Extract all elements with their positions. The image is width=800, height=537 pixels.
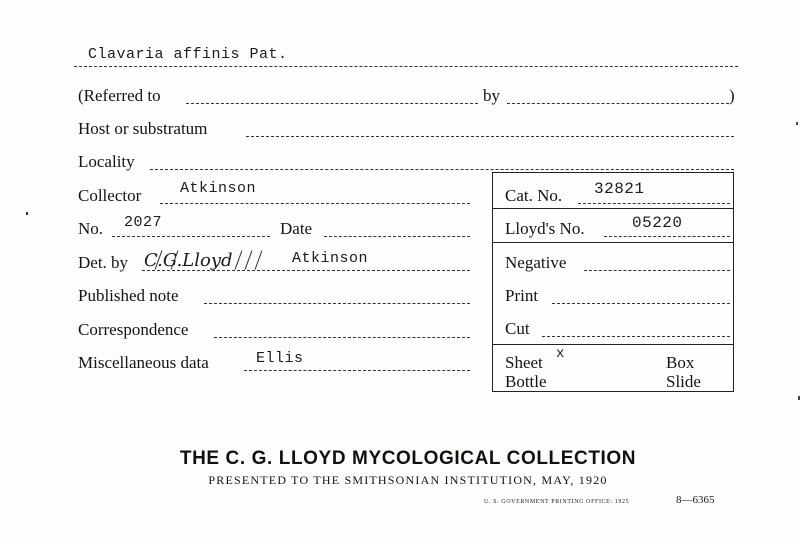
locality-line — [150, 169, 734, 170]
published-line — [204, 303, 470, 304]
scan-speck — [26, 212, 28, 215]
collection-subtitle: PRESENTED TO THE SMITHSONIAN INSTITUTION, MAY, 1920 — [208, 473, 608, 487]
cut-rule — [492, 344, 734, 345]
det-value: Atkinson — [292, 250, 369, 267]
no-value: 2027 — [124, 214, 163, 231]
host-label: Host or substratum — [78, 119, 208, 138]
correspondence-line — [214, 337, 470, 338]
misc-label: Miscellaneous data — [78, 353, 209, 372]
sheet-label: Sheet — [505, 353, 543, 372]
print-line — [552, 303, 730, 304]
lloyd-value: 05220 — [632, 214, 683, 232]
cut-label: Cut — [505, 319, 530, 338]
collector-line — [160, 203, 470, 204]
slide-label: Slide — [666, 372, 701, 391]
referred-to-label: (Referred to — [78, 86, 161, 105]
correspondence-label: Correspondence — [78, 320, 189, 339]
collection-title: THE C. G. LLOYD MYCOLOGICAL COLLECTION — [179, 448, 637, 469]
scan-speck — [796, 122, 798, 125]
strike-mark-5 — [255, 250, 263, 269]
cut-line — [542, 336, 730, 337]
box-label: Box — [666, 353, 695, 372]
sheet-mark: x — [556, 346, 565, 362]
cat-line — [578, 203, 730, 204]
lloyd-rule — [492, 242, 734, 243]
date-label: Date — [280, 219, 313, 238]
lloyd-line — [604, 236, 730, 237]
by-label: by — [483, 86, 500, 105]
lloyd-label: Lloyd's No. — [505, 219, 585, 238]
det-line — [142, 270, 470, 271]
strike-mark-4 — [245, 250, 253, 269]
negative-label: Negative — [505, 253, 567, 272]
misc-value: Ellis — [256, 350, 304, 367]
no-label: No. — [78, 219, 104, 238]
strike-mark-3 — [235, 250, 243, 269]
bottle-label: Bottle — [505, 372, 547, 391]
cat-rule — [492, 208, 734, 209]
form-number: 8—6365 — [676, 494, 715, 506]
published-label: Published note — [78, 286, 179, 305]
no-line — [112, 236, 270, 237]
by-line — [507, 103, 729, 104]
locality-label: Locality — [78, 152, 135, 171]
print-label: Print — [505, 286, 539, 305]
misc-line — [244, 370, 470, 371]
species-line — [74, 66, 738, 67]
host-line — [246, 136, 734, 137]
det-struck-name: C.G.Lloyd — [144, 250, 233, 271]
cat-label: Cat. No. — [505, 186, 563, 205]
date-line — [324, 236, 470, 237]
negative-line — [584, 270, 730, 271]
collector-value: Atkinson — [180, 180, 257, 197]
referred-to-line — [186, 103, 478, 104]
collector-label: Collector — [78, 186, 142, 205]
species-name: Clavaria affinis Pat. — [88, 46, 288, 63]
close-paren: ) — [729, 86, 735, 105]
cat-value: 32821 — [594, 180, 645, 198]
printer-imprint: U. S. GOVERNMENT PRINTING OFFICE: 1925 — [484, 499, 630, 505]
det-label: Det. by — [78, 253, 129, 272]
